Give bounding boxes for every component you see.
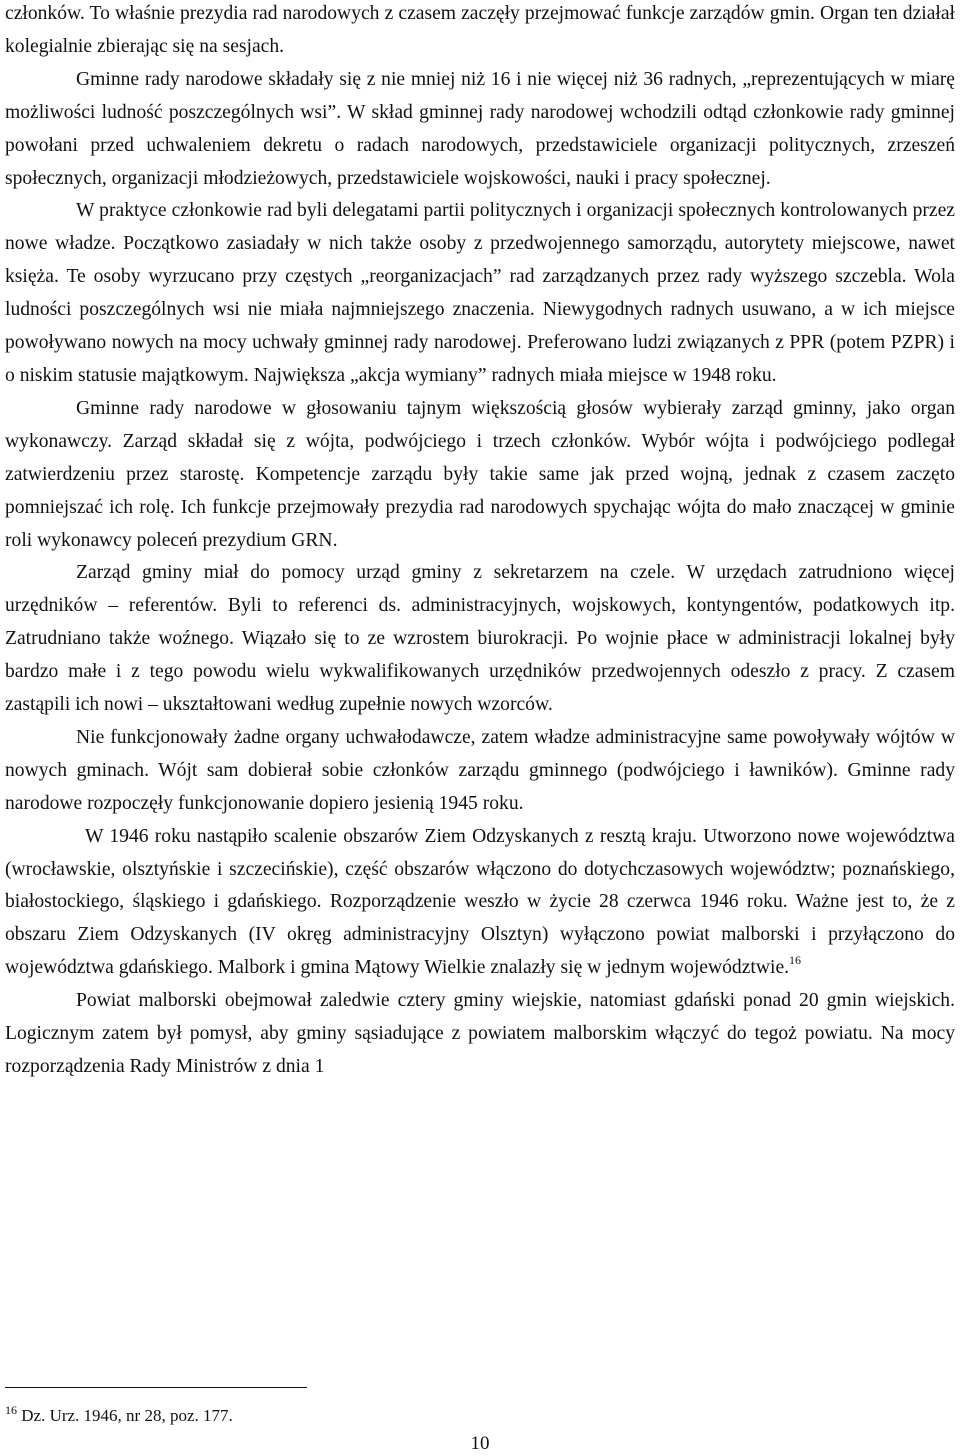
footnote-number: 16: [5, 1403, 17, 1417]
paragraph-6: Nie funkcjonowały żadne organy uchwałodawcze, zatem władze administracyjne same powoływały wójtów w nowych gminach. Wójt sam dobierał sobie członków zarządu gminnego (podwójciego i ławników). Gminne rady narodowe rozpoczęły funkcjonowanie dopiero jesienią 1945 roku.: [5, 726, 955, 814]
page-number: 10: [470, 1433, 490, 1454]
paragraph-2: Gminne rady narodowe składały się z nie mniej niż 16 i nie więcej niż 36 radnych, „reprezentujących w miarę możliwości ludność poszczególnych wsi”. W skład gminnej rady narodowej wchodzili odtąd członkowie rady gminnej powołani przed uchwaleniem dekretu o radach narodowych, przedstawiciele organizacji politycznych, zrzeszeń społecznych, organizacji młodzieżowych, przedstawiciele wojskowości, nauki i pracy społecznej.: [5, 68, 955, 189]
paragraph-3: W praktyce członkowie rad byli delegatami partii politycznych i organizacji społecznych kontrolowanych przez nowe władze. Początkowo zasiadały w nich także osoby z przedwojennego samorządu, autorytety miejscowe, nawet księża. Te osoby wyrzucano przy częstych „reorganizacjach” rad zarządzanych przez rady wyższego szczebla. Wola ludności poszczególnych wsi nie miała najmniejszego znaczenia. Niewygodnych radnych usuwano, a w ich miejsce powoływano nowych na mocy uchwały gminnej rady narodowej. Preferowano ludzi związanych z PPR (potem PZPR) i o niskim statusie majątkowym. Największa „akcja wymiany” radnych miała miejsce w 1948 roku.: [5, 200, 955, 386]
paragraph-7: [5, 821, 955, 986]
document-body: [5, 0, 955, 1084]
paragraph-5: Zarząd gminy miał do pomocy urząd gminy z sekretarzem na czele. W urzędach zatrudniono więcej urzędników – referentów. Byli to referenci ds. administracyjnych, wojskowych, kontyngentów, podatkowych itp. Zatrudniano także woźnego. Wiązało się to ze wzrostem biurokracji. Po wojnie płace w administracji lokalnej były bardzo małe i z tego powodu wielu wykwalifikowanych urzędników przedwojennych odeszło z pracy. Z czasem zastąpili ich nowi – ukształtowani według zupełnie nowych wzorców.: [5, 562, 955, 716]
paragraph-4: Gminne rady narodowe w głosowaniu tajnym większością głosów wybierały zarząd gminny, jako organ wykonawczy. Zarząd składał się z wójta, podwójciego i trzech członków. Wybór wójta i podwójciego podlegał zatwierdzeniu przez starostę. Kompetencje zarządu były takie same jak przed wojną, jednak z czasem zaczęto pomniejszać ich rolę. Ich funkcje przejmowały prezydia rad narodowych spychając wójta do mało znaczącej w gminie roli wykonawcy poleceń prezydium GRN.: [5, 397, 955, 551]
paragraph-8: Powiat malborski obejmował zaledwie cztery gminy wiejskie, natomiast gdański ponad 20 gmin wiejskich. Logicznym zatem był pomysł, aby gminy sąsiadujące z powiatem malborskim włączyć do tegoż powiatu. Na mocy rozporządzenia Rady Ministrów z dnia 1: [5, 990, 955, 1077]
paragraph-7-text: W 1946 roku nastąpiło scalenie obszarów Ziem Odzyskanych z resztą kraju. Utworzono nowe województwa (wrocławskie, olsztyńskie i szczecińskie), część obszarów włączono do dotychczasowych województw; poznańskiego, białostockiego, śląskiego i gdańskiego. Rozporządzenie weszło w życie 28 czerwca 1946 roku. Ważne jest to, że z obszaru Ziem Odzyskanych (IV okręg administracyjny Olsztyn) wyłączono powiat malborski i przyłączono do województwa gdańskiego. Malbork i gmina Mątowy Wielkie znalazły się w jednym województwie.: [5, 825, 955, 979]
footnote-reference[interactable]: 16: [789, 953, 802, 968]
footnote: [5, 1405, 233, 1427]
footnote-divider: [5, 1387, 307, 1388]
paragraph-1: członków. To właśnie prezydia rad narodowych z czasem zaczęły przejmować funkcje zarządów gmin. Organ ten działał kolegialnie zbierając się na sesjach.: [5, 3, 955, 57]
footnote-text: Dz. Urz. 1946, nr 28, poz. 177.: [21, 1406, 233, 1425]
